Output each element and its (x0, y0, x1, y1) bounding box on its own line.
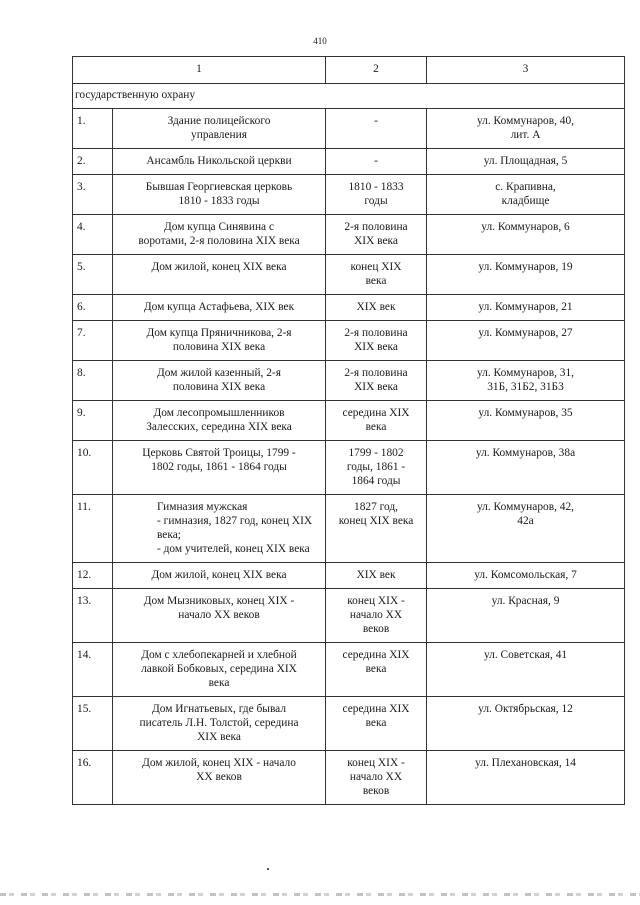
object-date: XIX век (326, 563, 427, 589)
table-row (73, 441, 625, 495)
table-row (73, 321, 625, 361)
object-address: ул. Коммунаров, 21 (427, 295, 625, 321)
object-address: ул. Коммунаров, 40, лит. А (427, 109, 625, 149)
object-name: Дом жилой, конец XIX - начало XX веков (113, 751, 326, 805)
table-row (73, 563, 625, 589)
table-row (73, 215, 625, 255)
heritage-objects-table (72, 56, 625, 805)
scan-edge-artifact (0, 893, 640, 896)
table-row (73, 495, 625, 563)
object-date: 1810 - 1833 годы (326, 175, 427, 215)
object-date: середина XIX века (326, 643, 427, 697)
object-date: 1827 год, конец XIX века (326, 495, 427, 563)
row-number: 2. (73, 149, 113, 175)
object-address: ул. Коммунаров, 19 (427, 255, 625, 295)
object-name: Дом Игнатьевых, где бывал писатель Л.Н. Толстой, середина XIX века (113, 697, 326, 751)
table-row (73, 401, 625, 441)
object-date: середина XIX века (326, 697, 427, 751)
row-number: 6. (73, 295, 113, 321)
object-date: конец XIX - начало XX веков (326, 751, 427, 805)
row-number: 11. (73, 495, 113, 563)
object-address: ул. Коммунаров, 6 (427, 215, 625, 255)
column-header-name: 1 (73, 57, 326, 84)
object-name: Дом жилой казенный, 2-я половина XIX века (113, 361, 326, 401)
object-name: Дом Мызниковых, конец XIX - начало XX веков (113, 589, 326, 643)
object-date: середина XIX века (326, 401, 427, 441)
row-number: 10. (73, 441, 113, 495)
row-number: 13. (73, 589, 113, 643)
object-date: - (326, 109, 427, 149)
row-number: 15. (73, 697, 113, 751)
row-number: 7. (73, 321, 113, 361)
section-row (73, 84, 625, 109)
row-number: 1. (73, 109, 113, 149)
row-number: 3. (73, 175, 113, 215)
object-name: Дом купца Астафьева, XIX век (113, 295, 326, 321)
table-header-row (73, 57, 625, 84)
table-row (73, 149, 625, 175)
object-address: ул. Октябрьская, 12 (427, 697, 625, 751)
column-header-address: 3 (427, 57, 625, 84)
object-date: 2-я половина XIX века (326, 361, 427, 401)
object-address: ул. Коммунаров, 35 (427, 401, 625, 441)
object-date: 1799 - 1802 годы, 1861 - 1864 годы (326, 441, 427, 495)
table-row (73, 255, 625, 295)
object-name: Бывшая Георгиевская церковь 1810 - 1833 годы (113, 175, 326, 215)
object-address: ул. Красная, 9 (427, 589, 625, 643)
row-number: 4. (73, 215, 113, 255)
row-number: 9. (73, 401, 113, 441)
object-name: Церковь Святой Троицы, 1799 - 1802 годы, 1861 - 1864 годы (113, 441, 326, 495)
object-address: ул. Плехановская, 14 (427, 751, 625, 805)
object-address: ул. Коммунаров, 27 (427, 321, 625, 361)
row-number: 14. (73, 643, 113, 697)
object-date: конец XIX - начало XX веков (326, 589, 427, 643)
object-date: - (326, 149, 427, 175)
page-number: 410 (313, 36, 327, 46)
object-name: Дом с хлебопекарней и хлебной лавкой Бобковых, середина XIX века (113, 643, 326, 697)
object-address: ул. Советская, 41 (427, 643, 625, 697)
object-address: ул. Коммунаров, 31, 31Б, 31Б2, 31Б3 (427, 361, 625, 401)
table-row (73, 643, 625, 697)
object-address: ул. Коммунаров, 38а (427, 441, 625, 495)
object-address: ул. Комсомольская, 7 (427, 563, 625, 589)
object-address: ул. Площадная, 5 (427, 149, 625, 175)
row-number: 12. (73, 563, 113, 589)
object-name: Дом лесопромышленников Залесских, середина XIX века (113, 401, 326, 441)
object-date: 2-я половина XIX века (326, 321, 427, 361)
object-date: XIX век (326, 295, 427, 321)
scan-speck (267, 868, 269, 870)
table-row (73, 361, 625, 401)
object-name: Дом жилой, конец XIX века (113, 255, 326, 295)
section-label: государственную охрану (73, 84, 625, 109)
object-address: ул. Коммунаров, 42, 42а (427, 495, 625, 563)
object-name: Здание полицейского управления (113, 109, 326, 149)
column-header-date: 2 (326, 57, 427, 84)
object-name: Ансамбль Никольской церкви (113, 149, 326, 175)
table-row (73, 751, 625, 805)
object-name: Дом купца Пряничникова, 2-я половина XIX века (113, 321, 326, 361)
object-date: 2-я половина XIX века (326, 215, 427, 255)
object-name: Дом купца Синявина с воротами, 2-я половина XIX века (113, 215, 326, 255)
table-row (73, 295, 625, 321)
table-row (73, 589, 625, 643)
row-number: 5. (73, 255, 113, 295)
table-row (73, 697, 625, 751)
object-date: конец XIX века (326, 255, 427, 295)
object-name: Гимназия мужская - гимназия, 1827 год, конец XIX века; - дом учителей, конец XIX века (113, 495, 326, 563)
table-row (73, 109, 625, 149)
row-number: 8. (73, 361, 113, 401)
object-name: Дом жилой, конец XIX века (113, 563, 326, 589)
object-address: с. Крапивна, кладбище (427, 175, 625, 215)
row-number: 16. (73, 751, 113, 805)
table-row (73, 175, 625, 215)
